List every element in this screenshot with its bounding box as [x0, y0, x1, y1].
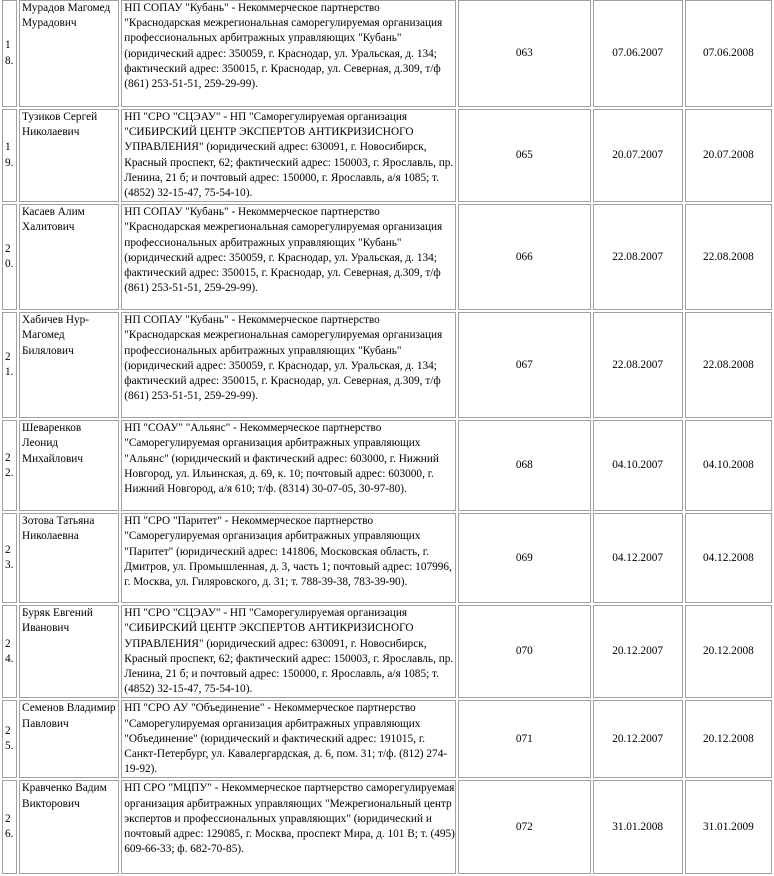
table-row — [2, 780, 772, 874]
row-number: 22. — [2, 420, 17, 511]
organization-info: НП "СРО АУ "Объединение" - Некоммерческое партнерство "Саморегулируемая организация арбитражных управляющих "Объединение" (юридический и фактический адрес: 191015, г. Санкт-Петербург, ул. Кавалергардская, д. 6, пом. 31; т/ф. (812) 274-19-92). — [121, 700, 456, 778]
organization-info: НП "СОАУ" "Альянс" - Некоммерческое партнерство "Саморегулируемая организация арбитражных управляющих "Альянс" (юридический и фактический адрес: 603000, г. Нижний Новгород, ул. Ильинская, д. 69, к. 10; почтовый адрес: 603000, г. Нижний Новгород, а/я 610; т/ф. (8314) 30-07-05, 30-97-80). — [121, 420, 456, 511]
organization-info: НП СОПАУ "Кубань" - Некоммерческое партнерство "Краснодарская межрегиональная саморегулируемая организация профессиональных арбитражных управляющих "Кубань" (юридический адрес: 350059, г. Краснодар, ул. Уральская, д. 134; фактический адрес: 350015, г. Краснодар, ул. Северная, д.309, т/ф (861) 253-51-51, 259-29-99). — [121, 312, 456, 418]
organization-info: НП СРО "МЦПУ" - Некоммерческое партнерство саморегулируемая организация арбитражных управляющих "Межрегиональный центр экспертов и профессиональных управляющих" (юридический и почтовый адрес: 129085, г. Москва, проспект Мира, д. 101 В; т. (495) 609-66-33; ф. 682-70-85). — [121, 780, 456, 874]
row-number: 25. — [2, 700, 17, 778]
date-from: 04.10.2007 — [593, 420, 683, 511]
row-number: 18. — [2, 0, 17, 107]
registration-number: 070 — [458, 605, 590, 698]
row-number: 20. — [2, 204, 17, 310]
table-row — [2, 605, 772, 698]
organization-info: НП СОПАУ "Кубань" - Некоммерческое партнерство "Краснодарская межрегиональная саморегулируемая организация профессиональных арбитражных управляющих "Кубань" (юридический адрес: 350059, г. Краснодар, ул. Уральская, д. 134; фактический адрес: 350015, г. Краснодар, ул. Северная, д.309, т/ф (861) 253-51-51, 259-29-99). — [121, 204, 456, 310]
table-row — [2, 420, 772, 511]
date-to: 20.12.2008 — [685, 605, 772, 698]
date-from: 20.12.2007 — [593, 700, 683, 778]
row-number: 26. — [2, 780, 17, 874]
registration-number: 072 — [458, 780, 590, 874]
registration-number: 065 — [458, 109, 590, 202]
manager-name: Семенов Владимир Павлович — [19, 700, 119, 778]
table-row — [2, 700, 772, 778]
organization-info: НП "СРО "Паритет" - Некоммерческое партнерство "Саморегулируемая организация арбитражных управляющих "Паритет" (юридический адрес: 141806, Московская область, г. Дмитров, ул. Промышленная, д. 3, часть 1; почтовый адрес: 107996, г. Москва, ул. Гиляровского, д. 31; т. 788-39-38, 783-39-90). — [121, 513, 456, 603]
organization-info: НП "СРО "СЦЭАУ" - НП "Саморегулируемая организация "СИБИРСКИЙ ЦЕНТР ЭКСПЕРТОВ АНТИКРИЗИСНОГО УПРАВЛЕНИЯ" (юридический адрес: 630091, г. Новосибирск, Красный проспект, 62; фактический адрес: 150003, г. Ярославль, пр. Ленина, 21 б; и почтовый адрес: 150000, г. Ярославль, а/я 1085; т. (4852) 32-15-47, 75-54-10). — [121, 605, 456, 698]
date-to: 07.06.2008 — [685, 0, 772, 107]
date-from: 22.08.2007 — [593, 204, 683, 310]
registration-number: 067 — [458, 312, 590, 418]
organization-info: НП "СРО "СЦЭАУ" - НП "Саморегулируемая организация "СИБИРСКИЙ ЦЕНТР ЭКСПЕРТОВ АНТИКРИЗИСНОГО УПРАВЛЕНИЯ" (юридический адрес: 630091, г. Новосибирск, Красный проспект, 62; фактический адрес: 150003, г. Ярославль, пр. Ленина, 21 б; и почтовый адрес: 150000, г. Ярославль, а/я 1085; т. (4852) 32-15-47, 75-54-10). — [121, 109, 456, 202]
manager-name: Кравченко Вадим Викторович — [19, 780, 119, 874]
date-to: 04.10.2008 — [685, 420, 772, 511]
manager-name: Касаев Алим Халитович — [19, 204, 119, 310]
registration-number: 071 — [458, 700, 590, 778]
date-from: 04.12.2007 — [593, 513, 683, 603]
manager-name: Буряк Евгений Иванович — [19, 605, 119, 698]
table-row — [2, 109, 772, 202]
registration-number: 069 — [458, 513, 590, 603]
date-to: 04.12.2008 — [685, 513, 772, 603]
date-to: 22.08.2008 — [685, 204, 772, 310]
manager-name: Мурадов Магомед Мурадович — [19, 0, 119, 107]
organization-info: НП СОПАУ "Кубань" - Некоммерческое партнерство "Краснодарская межрегиональная саморегулируемая организация профессиональных арбитражных управляющих "Кубань" (юридический адрес: 350059, г. Краснодар, ул. Уральская, д. 134; фактический адрес: 350015, г. Краснодар, ул. Северная, д.309, т/ф (861) 253-51-51, 259-29-99). — [121, 0, 456, 107]
registration-number: 068 — [458, 420, 590, 511]
table-row — [2, 513, 772, 603]
row-number: 21. — [2, 312, 17, 418]
date-to: 20.07.2008 — [685, 109, 772, 202]
manager-name: Хабичев Нур-Магомед Билялович — [19, 312, 119, 418]
date-from: 20.07.2007 — [593, 109, 683, 202]
date-from: 07.06.2007 — [593, 0, 683, 107]
date-from: 22.08.2007 — [593, 312, 683, 418]
manager-name: Тузиков Сергей Николаевич — [19, 109, 119, 202]
date-to: 31.01.2009 — [685, 780, 772, 874]
row-number: 24. — [2, 605, 17, 698]
row-number: 23. — [2, 513, 17, 603]
date-from: 31.01.2008 — [593, 780, 683, 874]
registration-number: 066 — [458, 204, 590, 310]
date-from: 20.12.2007 — [593, 605, 683, 698]
registration-number: 063 — [458, 0, 590, 107]
table-row — [2, 204, 772, 310]
manager-name: Зотова Татьяна Николаевна — [19, 513, 119, 603]
table-row — [2, 0, 772, 107]
manager-name: Шеваренков Леонид Михайлович — [19, 420, 119, 511]
table-row — [2, 312, 772, 418]
date-to: 20.12.2008 — [685, 700, 772, 778]
date-to: 22.08.2008 — [685, 312, 772, 418]
row-number: 19. — [2, 109, 17, 202]
